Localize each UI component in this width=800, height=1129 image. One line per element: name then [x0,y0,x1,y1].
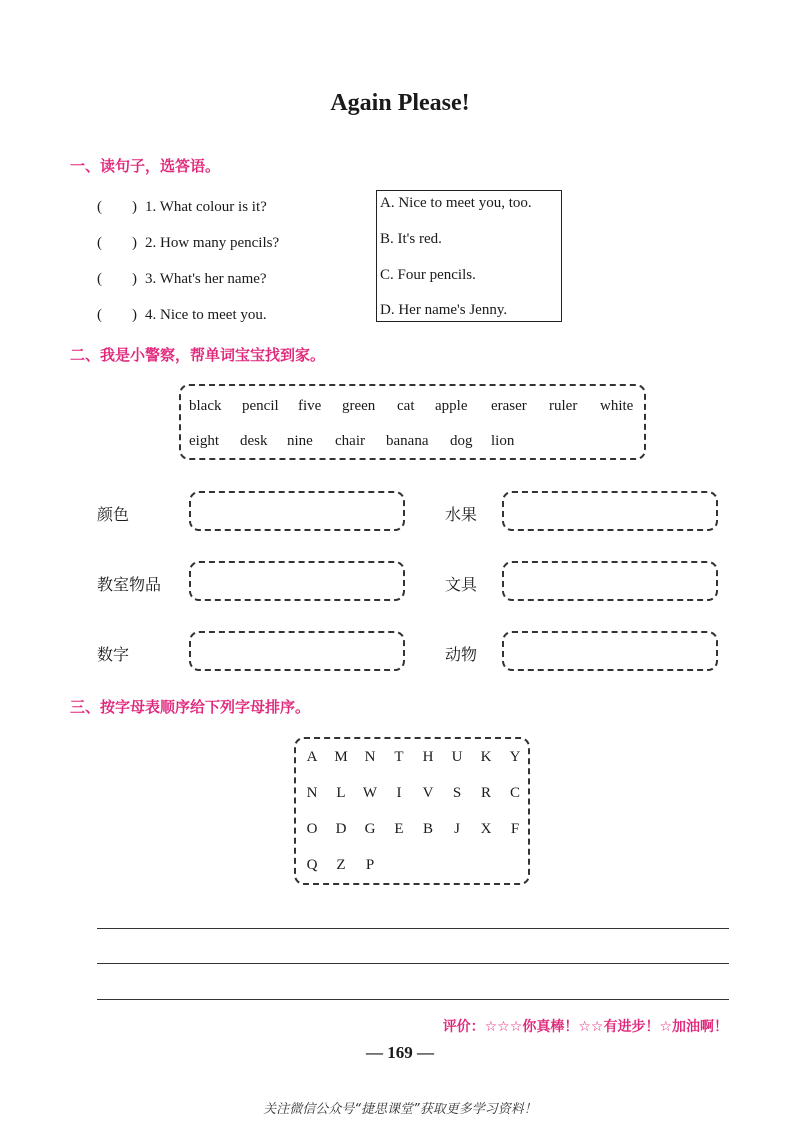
category-label-numbers: 数字 [97,645,130,664]
letter: G [364,821,376,837]
answer-options-box [376,190,562,322]
category-label-classroom: 教室物品 [97,575,162,594]
word: pencil [242,398,279,414]
answer-option-d: D. Her name's Jenny. [380,302,508,318]
word: eight [189,433,219,449]
category-label-stationery: 文具 [445,575,478,594]
category-box-colors[interactable] [189,491,405,531]
letter: N [306,785,318,801]
question-4 [97,303,267,324]
answer-option-c: C. Four pencils. [380,267,476,283]
letter: U [451,749,463,765]
word: dog [450,433,473,449]
letter: E [394,821,404,837]
letter: A [306,749,318,765]
letter: S [452,785,462,801]
category-label-animals: 动物 [445,645,478,664]
letter: L [336,785,346,801]
word: five [298,398,322,414]
question-text: 1. What colour is it? [145,199,267,215]
answer-blank[interactable]: ( ) [97,307,137,323]
section-1-heading: 一、读句子，选答语。 [70,157,221,175]
letter: N [364,749,376,765]
letter: B [422,821,433,837]
category-box-classroom[interactable] [189,561,405,601]
category-label-colors: 颜色 [97,505,130,524]
answer-option-a: A. Nice to meet you, too. [380,195,532,211]
answer-blank[interactable]: ( ) [97,271,137,287]
word-bank-row-1 [189,398,640,415]
letter: J [454,821,460,837]
letter: R [480,785,491,801]
word: green [342,398,376,414]
category-box-fruits[interactable] [502,491,718,531]
question-2 [97,231,279,252]
page-number: — 169 — [366,1043,434,1062]
letter-grid-box [294,737,530,885]
word: banana [386,433,429,449]
word: lion [491,433,515,449]
category-box-animals[interactable] [502,631,718,671]
letter: Z [336,857,346,873]
letter: M [334,749,348,765]
letter: Y [509,749,521,765]
letter: V [422,785,434,801]
page-title: Again Please! [330,90,470,116]
word-bank-row-2 [189,433,531,450]
letter: K [480,749,492,765]
letter: T [394,749,404,765]
letter: P [365,857,375,873]
letter: F [510,821,520,837]
question-text: 2. How many pencils? [145,235,280,251]
letter: D [335,821,347,837]
letter: W [362,785,378,801]
word: apple [435,398,468,414]
category-box-stationery[interactable] [502,561,718,601]
section-2-heading: 二、我是小警察，帮单词宝宝找到家。 [70,346,326,364]
question-text: 3. What's her name? [145,271,267,287]
answer-line-1[interactable] [97,928,729,929]
letter: H [422,749,434,765]
letter: I [396,785,402,801]
answer-option-b: B. It's red. [380,231,442,247]
evaluation-text: 评价：☆☆☆你真棒！☆☆有进步！☆加油啊！ [442,1019,728,1035]
letter: O [306,821,318,837]
word: white [600,398,634,414]
letter: C [509,785,520,801]
question-3 [97,267,267,288]
category-label-fruits: 水果 [445,505,478,524]
footer-note: 关注微信公众号“捷思课堂”获取更多学习资料！ [263,1102,537,1117]
letter: Q [306,857,318,873]
answer-line-2[interactable] [97,963,729,964]
answer-line-3[interactable] [97,999,729,1000]
answer-blank[interactable]: ( ) [97,235,137,251]
question-text: 4. Nice to meet you. [145,307,267,323]
word: ruler [549,398,578,414]
word: black [189,398,222,414]
word: cat [397,398,415,414]
answer-blank[interactable]: ( ) [97,199,137,215]
word: eraser [491,398,527,414]
section-3-heading: 三、按字母表顺序给下列字母排序。 [70,698,311,716]
category-box-numbers[interactable] [189,631,405,671]
question-1 [97,195,267,216]
word: nine [287,433,313,449]
word: desk [240,433,268,449]
word-bank-box [179,384,646,460]
word: chair [335,433,365,449]
letter: X [480,821,492,837]
